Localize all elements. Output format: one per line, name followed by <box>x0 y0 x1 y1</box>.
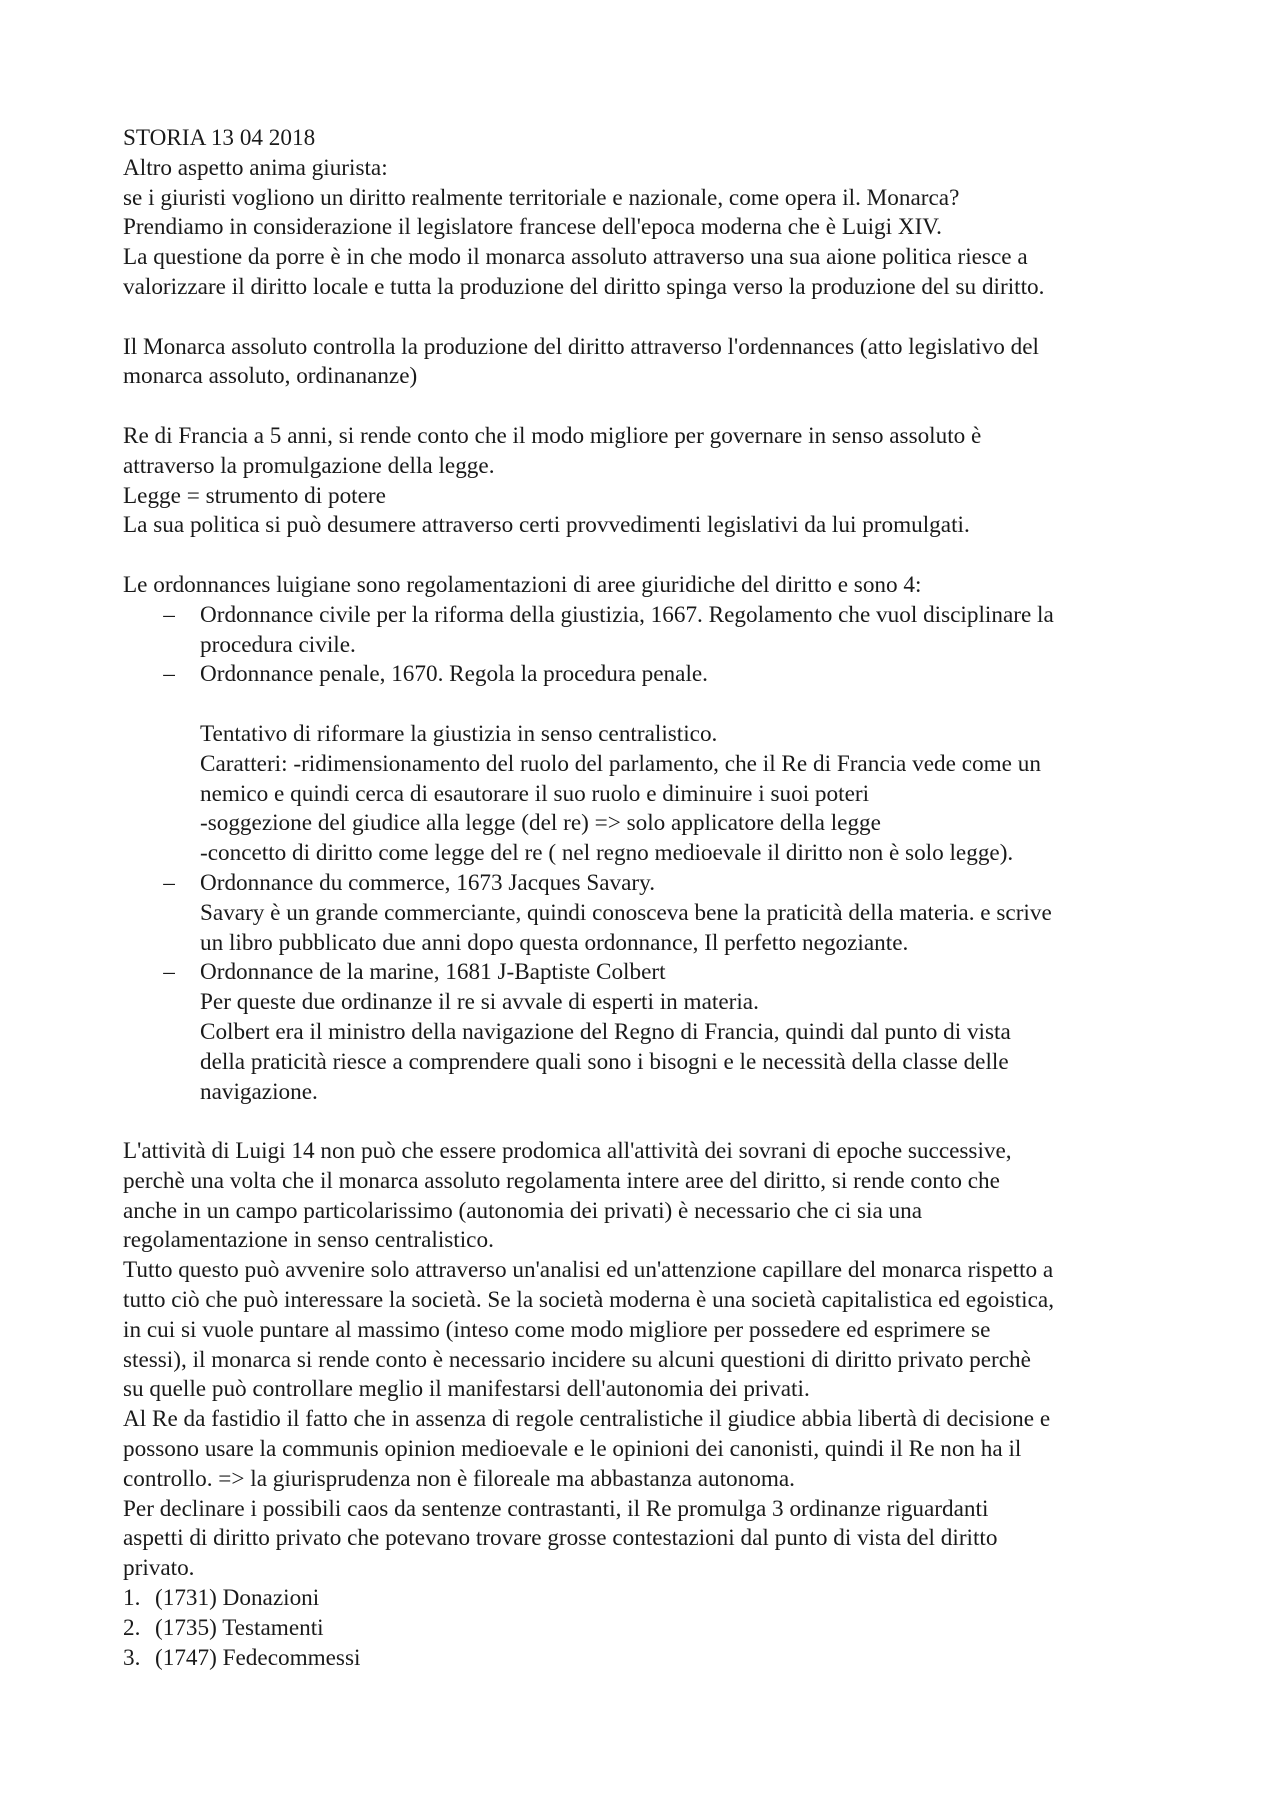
numbered-list <box>123 1584 1183 1673</box>
text-line: Tutto questo può avvenire solo attraverso un'analisi ed un'attenzione capillare del monarca rispetto a <box>123 1257 1054 1284</box>
dash-bullet-icon: – <box>163 959 175 986</box>
paragraph-gap <box>123 303 1183 333</box>
text-line: Altro aspetto anima giurista: <box>123 154 388 181</box>
list-item <box>123 1614 1183 1644</box>
paragraph-gap <box>123 392 1183 422</box>
text-line: possono usare la communis opinion medioevale e le opinioni dei canonisti, quindi il Re non ha il <box>123 1436 1022 1463</box>
text-line: Ordonnance de la marine, 1681 J-Baptiste Colbert <box>200 959 666 986</box>
paragraph-gap <box>123 690 1183 720</box>
dash-bullet-icon: – <box>163 661 175 688</box>
text-line: monarca assoluto, ordinananze) <box>123 363 418 390</box>
text-line: valorizzare il diritto locale e tutta la produzione del diritto spinga verso la produzione del su diritto. <box>123 273 1045 300</box>
text-line: della praticità riesce a comprendere quali sono i bisogni e le necessità della classe delle <box>200 1048 1009 1075</box>
paragraph-ordonnances-control <box>123 333 1183 393</box>
text-line: Ordonnance du commerce, 1673 Jacques Savary. <box>200 869 655 896</box>
ordonnances-list <box>123 571 1183 1107</box>
text-line: Tentativo di riformare la giustizia in senso centralistico. <box>200 720 718 747</box>
text-line: privato. <box>123 1555 195 1582</box>
list-item-text: (1731) Donazioni <box>155 1585 320 1612</box>
text-line: L'attività di Luigi 14 non può che essere prodomica all'attività dei sovrani di epoche successive, <box>123 1138 1012 1165</box>
text-line: aspetti di diritto privato che potevano trovare grosse contestazioni dal punto di vista del diritto <box>123 1525 998 1552</box>
list-item <box>123 1644 1183 1674</box>
text-line: Al Re da fastidio il fatto che in assenza di regole centralistiche il giudice abbia libertà di decisione e <box>123 1406 1051 1433</box>
indented-note <box>123 720 1183 869</box>
text-line: Per declinare i possibili caos da sentenze contrastanti, il Re promulga 3 ordinanze riguardanti <box>123 1495 989 1522</box>
text-line: nemico e quindi cerca di esautorare il suo ruolo e diminuire i suoi poteri <box>200 780 870 807</box>
text-line: un libro pubblicato due anni dopo questa ordonnance, Il perfetto negoziante. <box>200 929 909 956</box>
paragraph-legge <box>123 422 1183 541</box>
paragraph-intro <box>123 124 1183 303</box>
list-item-text: (1747) Fedecommessi <box>155 1644 361 1671</box>
list-item <box>123 1584 1183 1614</box>
text-line: Il Monarca assoluto controlla la produzione del diritto attraverso l'ordennances (atto legislativo del <box>123 333 1039 360</box>
paragraph-luigi-14 <box>123 1137 1183 1584</box>
text-line: Re di Francia a 5 anni, si rende conto che il modo migliore per governare in senso assoluto è <box>123 422 982 449</box>
text-line: Per queste due ordinanze il re si avvale di esperti in materia. <box>200 989 759 1016</box>
list-intro: Le ordonnances luigiane sono regolamentazioni di aree giuridiche del diritto e sono 4: <box>123 571 922 598</box>
list-item-text: (1735) Testamenti <box>155 1614 324 1641</box>
text-line: tutto ciò che può interessare la società. Se la società moderna è una società capitalistica ed egoistica, <box>123 1287 1054 1314</box>
text-line: stessi), il monarca si rende conto è necessario incidere su alcuni questioni di diritto privato perchè <box>123 1346 1031 1373</box>
document-body <box>123 124 1183 1673</box>
list-item-marine <box>123 958 1183 1107</box>
text-line: Prendiamo in considerazione il legislatore francese dell'epoca moderna che è Luigi XIV. <box>123 214 942 241</box>
text-line: La sua politica si può desumere attraverso certi provvedimenti legislativi da lui promulgati. <box>123 512 970 539</box>
list-number: 1. <box>123 1585 141 1612</box>
list-item-civile <box>123 601 1183 661</box>
text-line: Ordonnance penale, 1670. Regola la procedura penale. <box>200 661 708 688</box>
list-number: 3. <box>123 1644 141 1671</box>
list-item-penale <box>123 660 1183 690</box>
text-line: regolamentazione in senso centralistico. <box>123 1227 494 1254</box>
text-line: -soggezione del giudice alla legge (del re) => solo applicatore della legge <box>200 810 881 837</box>
list-number: 2. <box>123 1614 141 1641</box>
text-line: navigazione. <box>200 1078 318 1105</box>
text-line: La questione da porre è in che modo il monarca assoluto attraverso una sua aione politica riesce a <box>123 244 1028 271</box>
text-line: Colbert era il ministro della navigazione del Regno di Francia, quindi dal punto di vista <box>200 1018 1011 1045</box>
text-line: attraverso la promulgazione della legge. <box>123 452 495 479</box>
text-line: su quelle può controllare meglio il manifestarsi dell'autonomia dei privati. <box>123 1376 810 1403</box>
document-title: STORIA 13 04 2018 <box>123 125 316 151</box>
text-line: Legge = strumento di potere <box>123 482 386 509</box>
text-line: anche in un campo particolarissimo (autonomia dei privati) è necessario che ci sia una <box>123 1197 923 1224</box>
text-line: Savary è un grande commerciante, quindi conosceva bene la praticità della materia. e scrive <box>200 899 1052 926</box>
text-line: procedura civile. <box>200 631 356 658</box>
text-line: perchè una volta che il monarca assoluto regolamenta intere aree del diritto, si rende conto che <box>123 1167 1000 1194</box>
text-line: Ordonnance civile per la riforma della giustizia, 1667. Regolamento che vuol disciplinare la <box>200 601 1054 628</box>
text-line: -concetto di diritto come legge del re ( nel regno medioevale il diritto non è solo legge). <box>200 840 1014 867</box>
dash-bullet-icon: – <box>163 869 175 896</box>
paragraph-gap <box>123 1107 1183 1137</box>
text-line: Caratteri: -ridimensionamento del ruolo del parlamento, che il Re di Francia vede come un <box>200 750 1041 777</box>
dash-bullet-icon: – <box>163 601 175 628</box>
list-item-commerce <box>123 869 1183 958</box>
paragraph-gap <box>123 541 1183 571</box>
text-line: in cui si vuole puntare al massimo (inteso come modo migliore per possedere ed esprimere se <box>123 1316 991 1343</box>
text-line: se i giuristi vogliono un diritto realmente territoriale e nazionale, come opera il. Monarca? <box>123 184 960 211</box>
text-line: controllo. => la giurisprudenza non è filoreale ma abbastanza autonoma. <box>123 1465 795 1492</box>
